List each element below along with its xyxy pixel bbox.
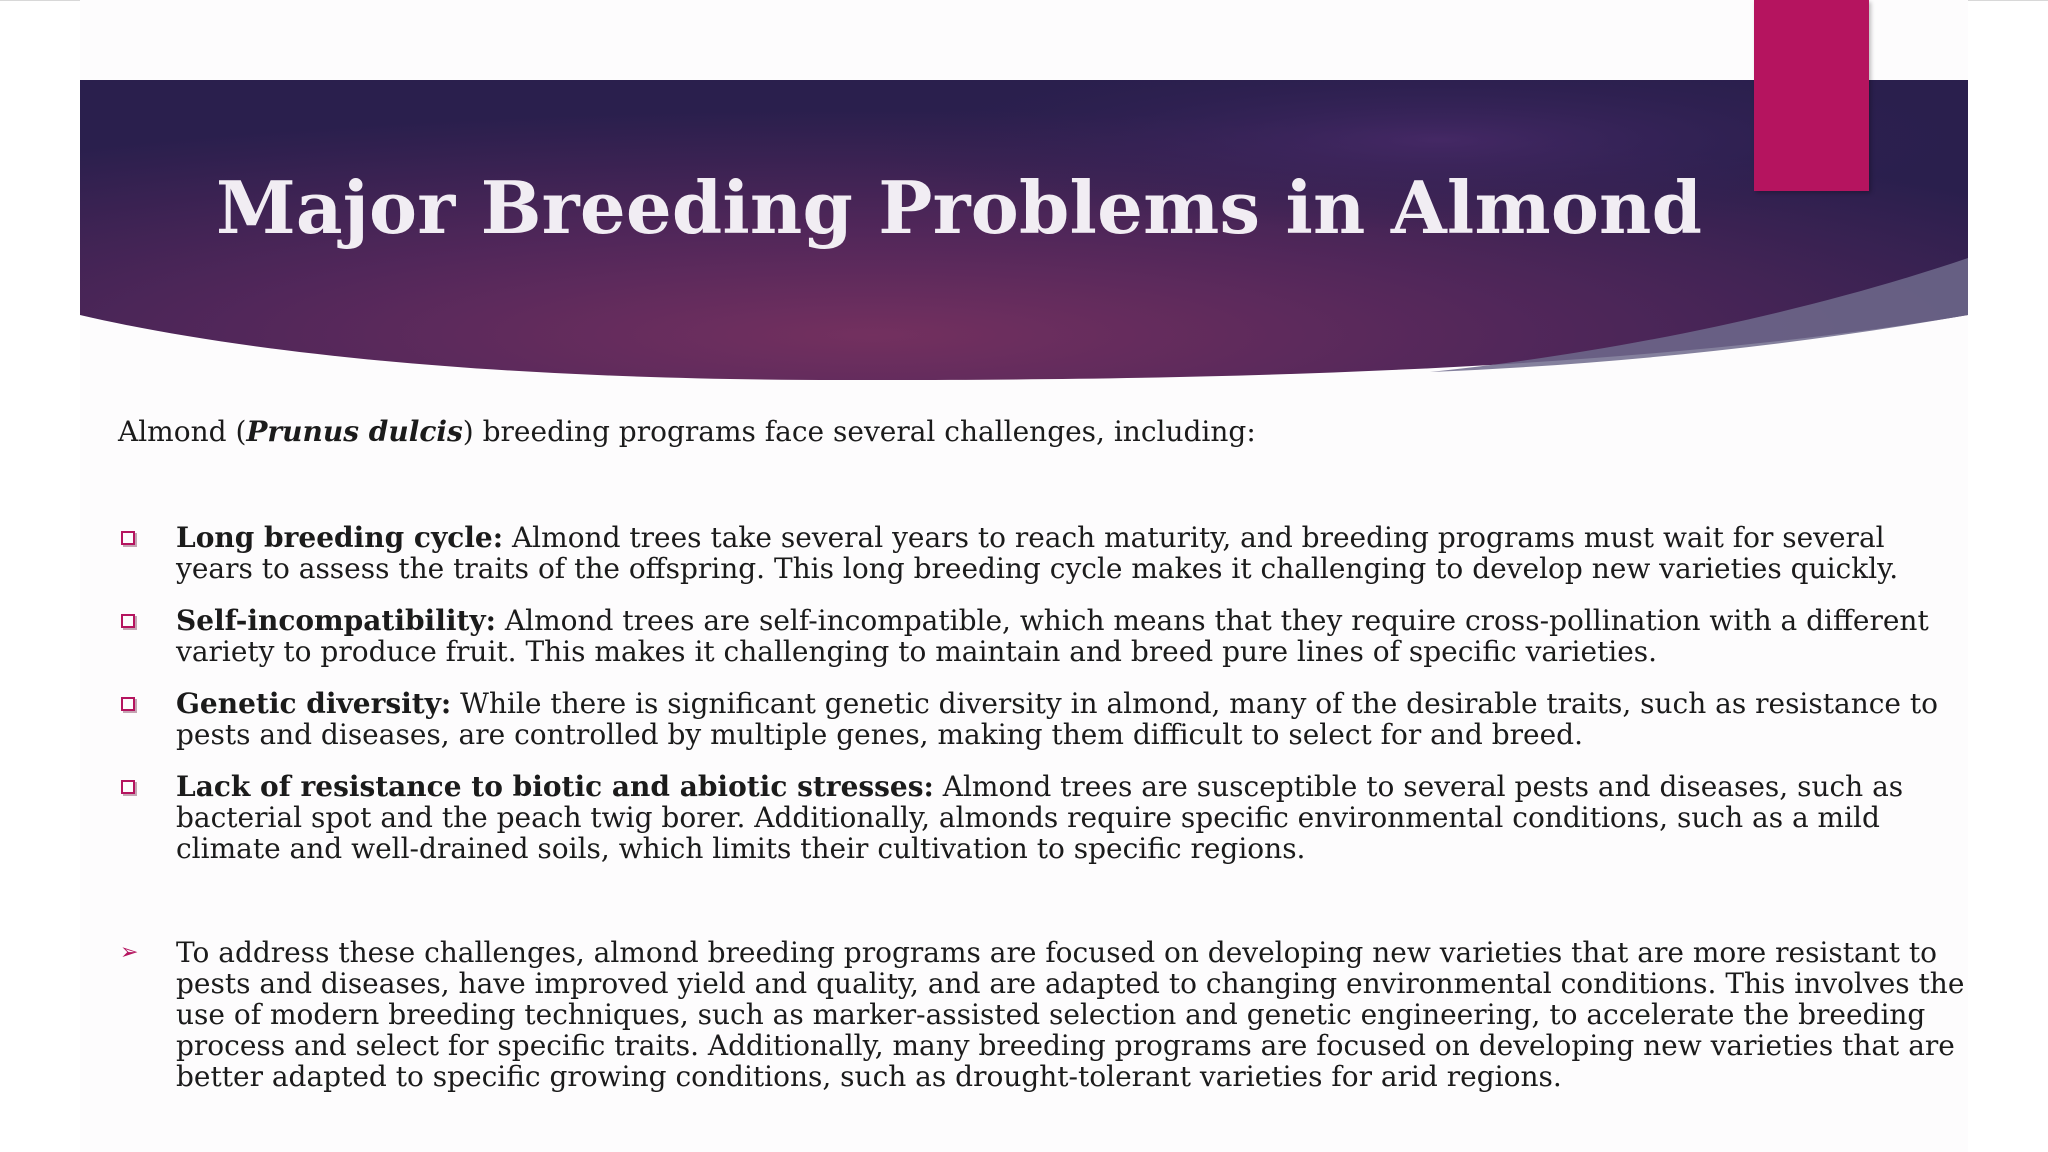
accent-tab [1754, 0, 1869, 191]
arrowhead-icon: ➢ [120, 940, 139, 965]
conclusion-text: To address these challenges, almond breeding programs are focused on developing new varieties that are more resistant to pests and diseases, have improved yield and quality, and are adapted to changing environmental conditions. This involves the use of modern breeding techniques, such as marker-assisted selection and genetic engineering, to accelerate the breeding process and select for specific traits. Additionally, many breeding programs are focused on developing new varieties that are better adapted to specific growing conditions, such as drought-tolerant varieties for arid regions. [176, 936, 1965, 1093]
challenge-item [118, 605, 1968, 667]
conclusion-item [118, 937, 1968, 1092]
conclusion-list [118, 937, 1968, 1092]
challenge-heading: Genetic diversity: [176, 687, 452, 720]
hollow-square-icon [121, 780, 135, 794]
hollow-square-icon [121, 697, 135, 711]
challenge-heading: Self-incompatibility: [176, 604, 497, 637]
challenge-item [118, 522, 1968, 584]
challenge-heading: Long breeding cycle: [176, 521, 504, 554]
intro-text-end: ) breeding programs face several challenges, including: [462, 415, 1256, 448]
challenge-item [118, 771, 1968, 864]
hollow-square-icon [121, 614, 135, 628]
challenge-description: Almond trees are self-incompatible, which means that they require cross-pollination with a different variety to produce fruit. This makes it challenging to maintain and breed pure lines of specific varieties. [176, 604, 1929, 668]
challenges-list [118, 522, 1968, 885]
challenge-item [118, 688, 1968, 750]
intro-sentence [118, 417, 1256, 448]
species-name: Prunus dulcis [246, 415, 463, 448]
challenge-heading: Lack of resistance to biotic and abiotic stresses: [176, 770, 934, 803]
challenge-description: While there is significant genetic diversity in almond, many of the desirable traits, such as resistance to pests and diseases, are controlled by multiple genes, making them difficult to select for and breed. [176, 687, 1938, 751]
intro-text-start: Almond ( [118, 415, 247, 448]
challenge-description: Almond trees are susceptible to several pests and diseases, such as bacterial spot and the peach twig borer. Additionally, almonds require specific environmental conditions, such as a mild climate and well-drained soils, which limits their cultivation to specific regions. [176, 770, 1904, 865]
challenge-description: Almond trees take several years to reach maturity, and breeding programs must wait for several years to assess the traits of the offspring. This long breeding cycle makes it challenging to develop new varieties quickly. [176, 521, 1899, 585]
slide-title: Major Breeding Problems in Almond [216, 165, 1703, 250]
hollow-square-icon [121, 531, 135, 545]
